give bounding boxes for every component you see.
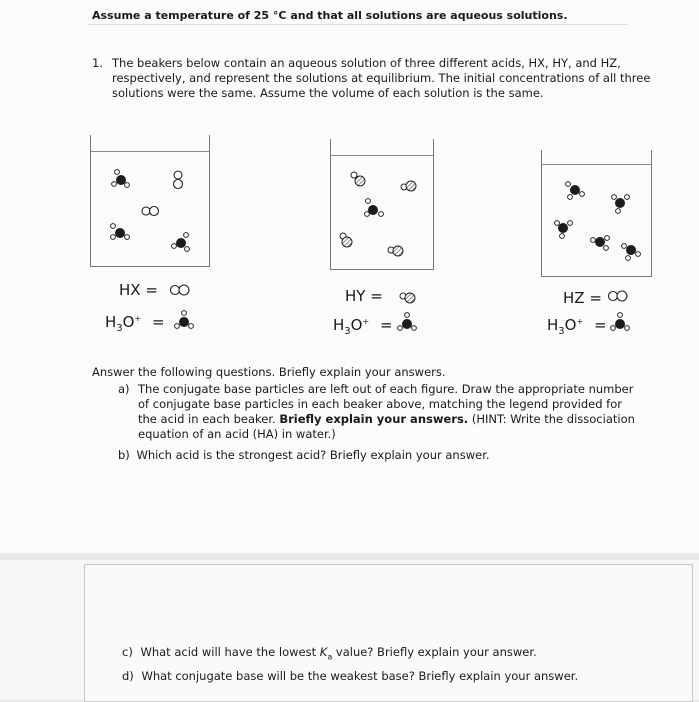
part-a-text-bold: Briefly explain your answers. bbox=[279, 412, 469, 426]
hz-legend-label: HZ = bbox=[563, 289, 602, 307]
h3o-molecule bbox=[112, 170, 130, 188]
equals-sign: = bbox=[151, 313, 165, 331]
part-b-text: Which acid is the strongest acid? Briefly explain your answer. bbox=[136, 448, 490, 462]
o-symbol: O bbox=[350, 316, 363, 334]
part-a-text-end: (HINT: Write the dissociation equation of an acid (HA) in water.) bbox=[138, 412, 635, 441]
part-c-text bbox=[140, 645, 537, 662]
answer-instructions: Answer the following questions. Briefly explain your answers. bbox=[92, 365, 446, 379]
h3o-molecule bbox=[612, 195, 630, 214]
hx-molecule bbox=[142, 207, 159, 216]
hx-legend-symbol bbox=[171, 285, 190, 295]
hy-legend-symbol bbox=[400, 293, 415, 303]
h3o-molecule bbox=[555, 221, 573, 239]
o-symbol: O bbox=[122, 313, 135, 331]
part-b bbox=[118, 448, 490, 462]
subscript-3: 3 bbox=[344, 326, 351, 337]
hy-molecule bbox=[351, 172, 365, 186]
hx-legend-label: HX = bbox=[119, 281, 158, 299]
equals-sign: = bbox=[593, 316, 607, 334]
hy-molecule bbox=[340, 233, 352, 247]
question-text: The beakers below contain an aqueous solution of three different acids, HX, HY, and HZ, respectively, and represent the solutions at equilibrium. The initial concentrations of all three solutions were the same. Assume the volume of each solution is the same. bbox=[112, 56, 651, 100]
part-b-label: b) bbox=[118, 448, 130, 462]
hx-molecule bbox=[174, 171, 183, 189]
part-d bbox=[122, 669, 578, 683]
hy-legend-label: HY = bbox=[345, 287, 383, 305]
part-a-text-start: The conjugate base particles are left out of each figure. Draw the appropriate number of conjugate base particles in each beaker above, matching the legend provided for the acid in each beaker. bbox=[138, 382, 634, 426]
plus-charge: + bbox=[362, 317, 370, 326]
h3o-legend-hy bbox=[333, 316, 393, 337]
part-d-text: What conjugate base will be the weakest base? Briefly explain your answer. bbox=[141, 669, 579, 683]
subscript-3: 3 bbox=[558, 326, 565, 337]
h3o-molecule bbox=[622, 244, 641, 261]
plus-charge: + bbox=[134, 314, 142, 323]
plus-charge: + bbox=[576, 317, 584, 326]
h3o-legend-symbol bbox=[398, 313, 417, 331]
part-c bbox=[122, 645, 537, 661]
h3o-legend-symbol bbox=[175, 311, 194, 329]
k-symbol: K bbox=[319, 645, 328, 659]
h-symbol: H bbox=[333, 316, 345, 334]
part-a-label: a) bbox=[118, 382, 130, 396]
h3o-molecule bbox=[172, 233, 190, 252]
h-symbol: H bbox=[105, 313, 117, 331]
h3o-molecule bbox=[365, 199, 384, 217]
question-number: 1. bbox=[92, 56, 103, 70]
hz-legend-symbol bbox=[609, 291, 628, 301]
hy-molecule bbox=[388, 246, 403, 256]
h3o-legend-hx bbox=[105, 313, 165, 334]
part-c-label: c) bbox=[122, 645, 133, 659]
hy-molecule bbox=[401, 181, 416, 191]
part-c-text-pre: What acid will have the lowest bbox=[140, 645, 320, 659]
part-a-text bbox=[138, 382, 638, 442]
subscript-3: 3 bbox=[116, 323, 123, 334]
h3o-legend-hz bbox=[547, 316, 607, 337]
part-d-label: d) bbox=[122, 669, 134, 683]
h3o-molecule bbox=[591, 236, 610, 251]
h3o-molecule bbox=[566, 182, 585, 200]
h3o-legend-symbol bbox=[611, 313, 630, 331]
k-subscript: a bbox=[327, 652, 333, 662]
h-symbol: H bbox=[547, 316, 559, 334]
part-c-text-post: value? Briefly explain your answer. bbox=[332, 645, 537, 659]
part-a bbox=[118, 382, 638, 442]
o-symbol: O bbox=[564, 316, 577, 334]
header-instructions: Assume a temperature of 25 °C and that all solutions are aqueous solutions. bbox=[92, 9, 568, 22]
equals-sign: = bbox=[379, 316, 393, 334]
h3o-molecule bbox=[111, 224, 130, 240]
